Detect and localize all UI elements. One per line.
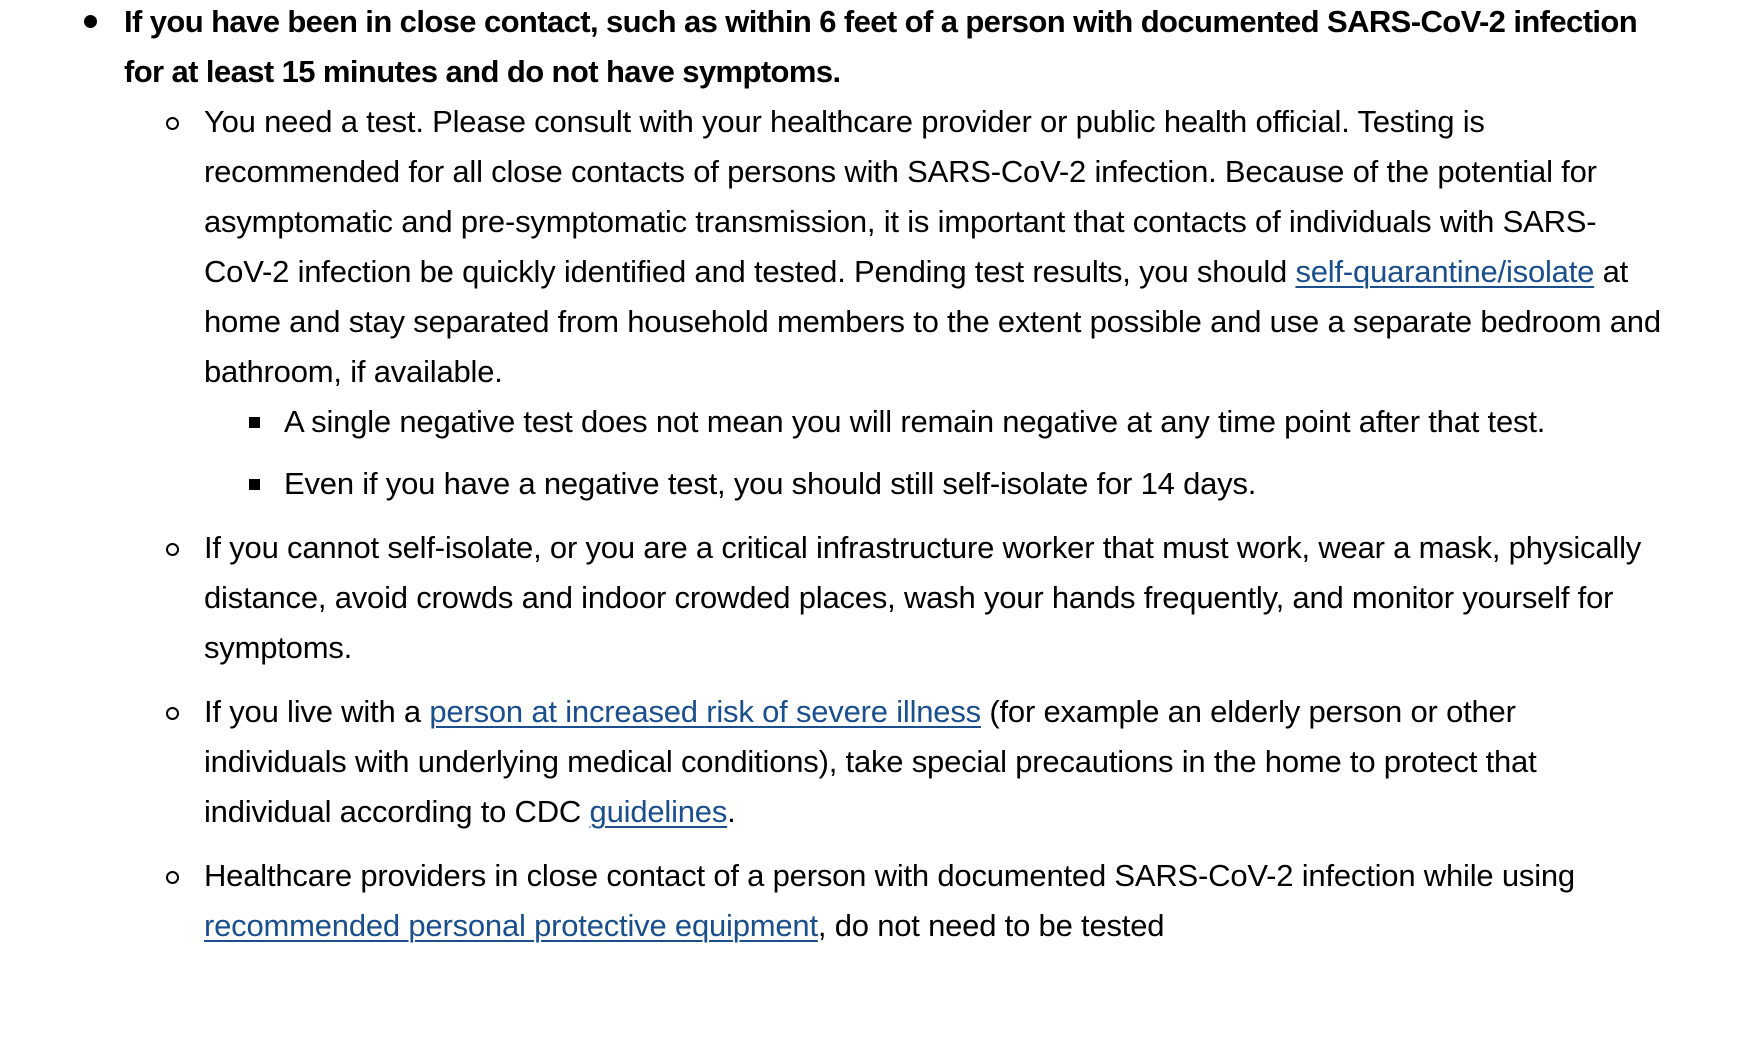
text: . xyxy=(727,794,736,829)
text: If you live with a xyxy=(204,694,430,729)
text: Healthcare providers in close contact of a person with documented SARS-CoV-2 infection while using xyxy=(204,858,1575,893)
text: at home and stay separated from household members to the extent possible and use a separate bedroom and bathroom, if available. xyxy=(204,254,1661,389)
circle-bullet-icon xyxy=(166,543,179,556)
text: A single negative test does not mean you will remain negative at any time point after that test. xyxy=(284,404,1546,439)
list-item-single-negative xyxy=(204,397,1664,447)
list-item-cannot-isolate xyxy=(124,523,1664,673)
text: If you cannot self-isolate, or you are a critical infrastructure worker that must work, wear a mask, physically distance, avoid crowds and indoor crowded places, wash your hands frequently, and monitor yourself for symptoms. xyxy=(204,530,1642,665)
circle-bullet-icon xyxy=(166,707,179,720)
circle-bullet-icon xyxy=(166,871,179,884)
text: (for example an elderly person or other individuals with underlying medical conditions), take special precautions in the home to protect that individual according to CDC xyxy=(204,694,1537,829)
list-item-need-test xyxy=(124,97,1664,509)
list-item-healthcare-providers xyxy=(124,851,1664,951)
sub-sub-bullet-list xyxy=(204,397,1664,509)
disc-bullet-icon xyxy=(84,15,97,28)
ppe-link[interactable]: recommended personal protective equipment xyxy=(204,908,818,943)
list-item-still-isolate xyxy=(204,459,1664,509)
sub-bullet-list xyxy=(124,97,1664,951)
text: Even if you have a negative test, you should still self-isolate for 14 days. xyxy=(284,466,1257,501)
square-bullet-icon xyxy=(249,417,260,428)
list-item-live-with-risk xyxy=(124,687,1664,837)
text: , do not need to be tested xyxy=(817,908,1165,943)
circle-bullet-icon xyxy=(166,117,179,130)
self-quarantine-link[interactable]: self-quarantine/isolate xyxy=(1295,254,1595,289)
increased-risk-link[interactable]: person at increased risk of severe illness xyxy=(429,694,981,729)
list-item-heading: If you have been in close contact, such as within 6 feet of a person with documented SARS-CoV-2 infection for at least 15 minutes and do not have symptoms. xyxy=(124,4,1638,89)
text: You need a test. Please consult with your healthcare provider or public health official. Testing is recommended for all close contacts of persons with SARS-CoV-2 infection. Because of the potential for asymptomatic and pre-symptomatic transmission, it is important that contacts of individuals with SARS-CoV-2 infection be quickly identified and tested. Pending test results, you should xyxy=(204,104,1597,289)
guidelines-link[interactable]: guidelines xyxy=(589,794,728,829)
square-bullet-icon xyxy=(249,479,260,490)
